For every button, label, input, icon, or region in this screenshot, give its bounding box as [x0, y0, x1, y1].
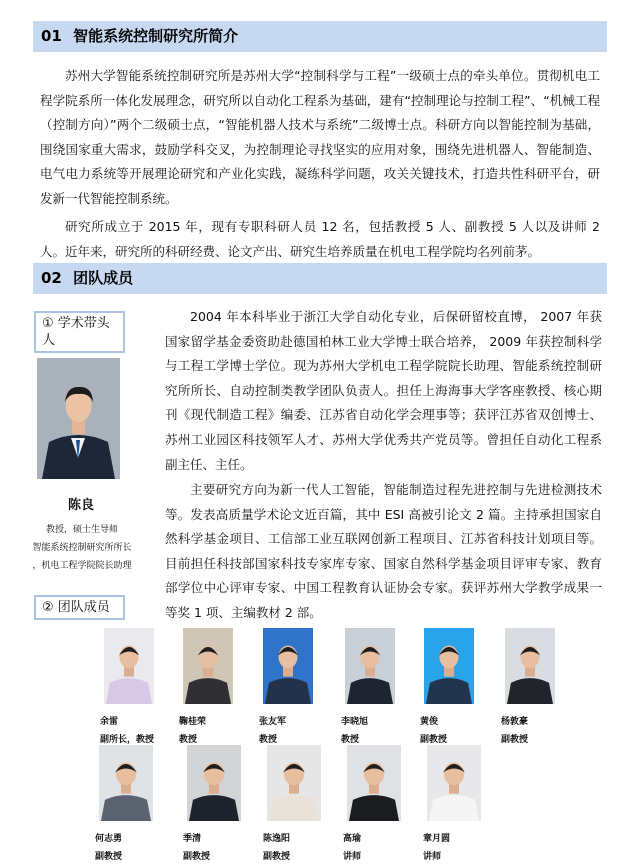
team-member-photo	[505, 628, 555, 704]
section-header-team	[33, 263, 607, 294]
team-member-name: 张友军	[259, 717, 287, 727]
team-member-photo	[345, 628, 395, 704]
team-member-title: 讲师	[423, 852, 442, 862]
leader-info-line-2: 智能系统控制研究所所长	[32, 543, 132, 553]
team-member-photo	[187, 745, 241, 821]
team-member-title: 副所长，教授	[100, 735, 155, 745]
team-member-name: 季清	[183, 834, 202, 844]
team-member-card	[423, 745, 481, 868]
team-label: ② 团队成员	[34, 595, 125, 620]
team-member-title: 副教授	[501, 735, 529, 745]
team-member-name: 高瑜	[343, 834, 362, 844]
team-member-card	[100, 628, 155, 754]
team-member-card	[420, 628, 474, 754]
team-member-photo	[263, 628, 313, 704]
section-header-intro	[33, 21, 607, 52]
team-member-card	[263, 745, 321, 868]
team-member-card	[183, 745, 241, 868]
team-member-card	[259, 628, 313, 754]
team-member-name: 黄俊	[420, 717, 439, 727]
leader-name: 陈良	[67, 498, 94, 513]
team-member-photo	[104, 628, 154, 704]
team-member-photo	[347, 745, 401, 821]
team-member-title: 副教授	[263, 852, 291, 862]
team-member-card	[343, 745, 401, 868]
intro-paragraph-1: 苏州大学智能系统控制研究所是苏州大学“控制科学与工程”一级硕士点的牵头单位。贯彻机电工程学院系所一体化发展理念，研究所以自动化工程系为基础，建有“控制理论与控制工程”、“机械工程（控制方向）”两个二级硕士点，“智能机器人技术与系统”二级博士点。科研方向以智能控制为基础，围绕国家重大需求，鼓励学科交叉，为控制理论寻找坚实的应用对象，围绕先进机器人、智能制造、电气电力系统等开展理论研究和产业化实践，凝练科学问题，攻关关键技术，打造共性科研平台，研发新一代智能控制系统。	[40, 68, 600, 206]
team-member-title: 讲师	[343, 852, 362, 862]
leader-bio-paragraph-2: 主要研究方向为新一代人工智能，智能制造过程先进控制与先进检测技术等。发表高质量学术论文近百篇，其中 ESI 高被引论文 2 篇。主持承担国家自然科学基金项目、工信部工业互联网创新工程项目、江苏省科技计划项目等。目前担任科技部国家科技专家库专家、国家自然科学基金项目评审专家、教育部学位中心评审专家、中国工程教育认证协会专家。获评苏州大学教学成果一等奖 1 项、主编教材 2 部。	[165, 482, 602, 620]
team-member-name: 杨敦豪	[501, 717, 529, 727]
leader-info-line-3: ，机电工程学院院长助理	[32, 561, 132, 571]
team-member-name: 陈逸阳	[263, 834, 291, 844]
team-member-name: 何志勇	[95, 834, 123, 844]
team-member-name: 鞠桂荣	[179, 717, 207, 727]
team-member-card	[501, 628, 555, 754]
leader-label: ① 学术带头人	[34, 311, 125, 353]
team-member-photo	[99, 745, 153, 821]
section-title: 团队成员	[73, 269, 134, 287]
team-member-card	[179, 628, 233, 754]
team-member-photo	[183, 628, 233, 704]
team-member-name: 章月圆	[423, 834, 451, 844]
section-title: 智能系统控制研究所简介	[73, 27, 239, 45]
leader-photo	[37, 358, 120, 479]
team-member-title: 教授	[179, 735, 198, 745]
team-member-photo	[267, 745, 321, 821]
section-number: 01	[41, 27, 62, 45]
leader-info-line-1: 教授，硕士生导师	[45, 525, 118, 535]
team-member-title: 副教授	[420, 735, 448, 745]
section-number: 02	[41, 269, 62, 287]
team-member-title: 副教授	[95, 852, 123, 862]
team-member-photo	[427, 745, 481, 821]
team-member-title: 教授	[259, 735, 278, 745]
team-member-card	[341, 628, 395, 754]
team-member-title: 教授	[341, 735, 360, 745]
intro-paragraph-2: 研究所成立于 2015 年，现有专职科研人员 12 名，包括教授 5 人、副教授 5 人以及讲师 2 人。近年来，研究所的科研经费、论文产出、研究生培养质量在机电工程学院均名列前茅。	[40, 219, 600, 259]
team-member-name: 李晓旭	[341, 717, 369, 727]
team-member-name: 余雷	[100, 717, 119, 727]
team-member-title: 副教授	[183, 852, 211, 862]
team-member-photo	[424, 628, 474, 704]
leader-bio-paragraph-1: 2004 年本科毕业于浙江大学自动化专业，后保研留校直博， 2007 年获国家留学基金委资助赴德国柏林工业大学博士联合培养， 2009 年获控制科学与工程工学博士学位。现为苏州大学机电工程学院院长助理、智能系统控制研究所所长、自动控制类教学团队负责人。担任上海海事大学客座教授、核心期刊《现代制造工程》编委、江苏省自动化学会理事等；获评江苏省双创博士、苏州工业园区科技领军人才、苏州大学优秀共产党员等。曾担任自动化工程系副主任、主任。	[165, 309, 602, 472]
team-member-card	[95, 745, 153, 868]
